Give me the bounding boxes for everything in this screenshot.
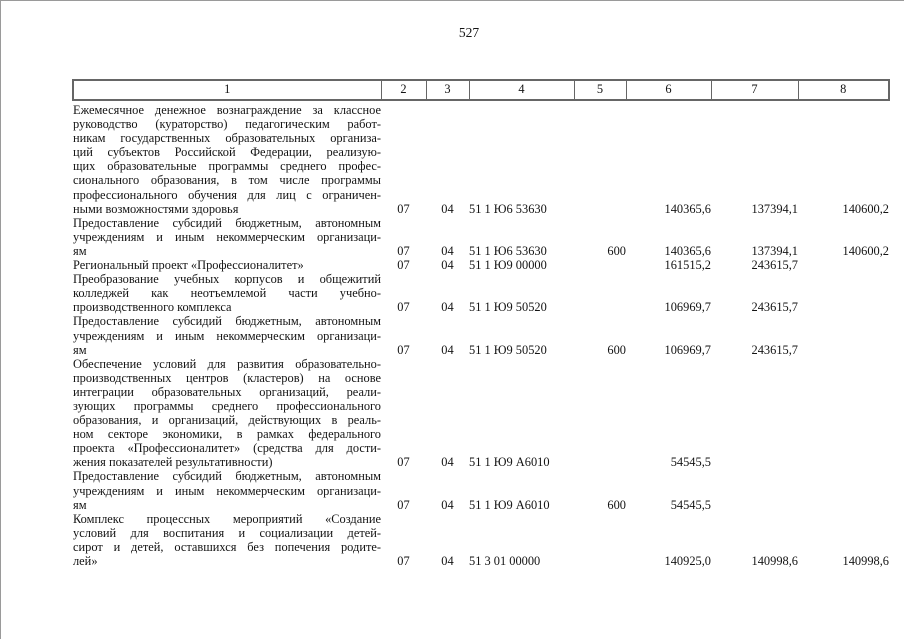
table-cell <box>574 512 626 568</box>
row-title-line: никам государственных образовательных организа- <box>73 131 381 146</box>
table-cell: 51 3 01 00000 <box>469 554 541 568</box>
table-cell <box>574 100 626 216</box>
table-cell: 07 <box>397 455 410 470</box>
table-header-row <box>73 80 889 100</box>
table-cell: 600 <box>607 497 626 512</box>
table-cell: 51 1 Ю9 А6010 <box>469 455 550 470</box>
table-cell: 07 <box>397 554 410 568</box>
row-title-line: ными возможностями здоровья <box>73 201 239 216</box>
row-title-line: учреждениям и иным некоммерческим организаци- <box>73 229 381 244</box>
row-title-line: производственного комплекса <box>73 300 232 315</box>
row-title-line: Ежемесячное денежное вознаграждение за классное <box>73 103 381 117</box>
budget-table <box>72 79 890 568</box>
row-title-line: образования, и организаций, действующих в реаль- <box>73 413 381 428</box>
table-cell: 07 <box>397 300 410 315</box>
table-cell <box>711 357 798 470</box>
table-cell: 04 <box>441 201 454 216</box>
table-cell: 51 1 Ю9 50520 <box>469 342 547 357</box>
row-title <box>73 272 381 314</box>
row-title-line: щих образовательные программы среднего профес- <box>73 159 381 174</box>
row-title-line: Обеспечение условий для развития образовательно- <box>73 356 381 371</box>
table-row <box>73 314 889 356</box>
table-cell: 600 <box>607 342 626 357</box>
row-title-line: зующих программы среднего профессионального <box>73 398 381 413</box>
row-title-line: проекта «Профессионалитет» (средства для дости- <box>73 441 381 456</box>
row-title <box>73 100 381 216</box>
row-title-line: Комплекс процессных мероприятий «Создание <box>73 511 381 526</box>
row-title-line: ям <box>73 342 87 357</box>
row-title-line: учреждениям и иным некоммерческим организаци- <box>73 328 381 343</box>
row-title-line: производственных центров (кластеров) на основе <box>73 370 381 385</box>
table-cell <box>798 258 889 272</box>
table-cell: 243615,7 <box>751 258 798 273</box>
table-cell <box>574 258 626 272</box>
column-header: 7 <box>711 80 798 100</box>
row-title-line: Преобразование учебных корпусов и общежитий <box>73 272 381 287</box>
row-title-line: руководство (кураторство) педагогическим работ- <box>73 117 381 132</box>
row-title-line: жения показателей результативности) <box>73 455 273 470</box>
table-cell <box>798 357 889 470</box>
row-title-line: условий для воспитания и социализации детей- <box>73 525 381 540</box>
row-title-line: лей» <box>73 554 98 568</box>
row-title <box>73 469 381 511</box>
table-cell: 07 <box>397 201 410 216</box>
table-row <box>73 469 889 511</box>
table-cell: 51 1 Ю6 53630 <box>469 201 547 216</box>
table-cell: 243615,7 <box>751 300 798 315</box>
table-cell <box>574 357 626 470</box>
table-row <box>73 258 889 272</box>
row-title <box>73 216 381 258</box>
table-cell: 140998,6 <box>842 554 889 568</box>
table-cell: 51 1 Ю6 53630 <box>469 243 547 258</box>
table-row <box>73 512 889 568</box>
row-title <box>73 512 381 568</box>
table-cell: 51 1 Ю9 00000 <box>469 258 547 273</box>
table-cell: 07 <box>397 342 410 357</box>
table-cell: 140365,6 <box>664 243 711 258</box>
table-cell: 04 <box>441 258 454 273</box>
table-cell: 243615,7 <box>751 342 798 357</box>
column-header: 4 <box>469 80 574 100</box>
table-cell: 600 <box>607 243 626 258</box>
table-cell: 54545,5 <box>670 455 711 470</box>
table-cell: 140365,6 <box>664 201 711 216</box>
table-cell <box>798 469 889 511</box>
row-title-line: учреждениям и иным некоммерческим организаци- <box>73 483 381 498</box>
column-header: 2 <box>381 80 426 100</box>
row-title <box>73 314 381 356</box>
table-cell: 07 <box>397 243 410 258</box>
row-title-line: ций субъектов Российской Федерации, реализую- <box>73 145 381 160</box>
row-title-line: Предоставление субсидий бюджетным, автономным <box>73 215 381 230</box>
row-title-line: ном секторе экономики, в рамках федерального <box>73 427 381 442</box>
table-cell: 07 <box>397 258 410 273</box>
table-cell: 04 <box>441 243 454 258</box>
table-cell: 140925,0 <box>664 554 711 568</box>
table-cell: 07 <box>397 497 410 512</box>
row-title-line: сирот и детей, оставшихся без попечения родите- <box>73 539 381 554</box>
table-row <box>73 216 889 258</box>
row-title-line: колледжей как неотъемлемой части учебно- <box>73 286 381 301</box>
table-cell: 106969,7 <box>664 300 711 315</box>
table-cell: 04 <box>441 554 454 568</box>
table-cell <box>798 272 889 314</box>
row-title <box>73 357 381 470</box>
table-cell <box>574 272 626 314</box>
table-cell: 04 <box>441 300 454 315</box>
table-cell: 51 1 Ю9 50520 <box>469 300 547 315</box>
table-cell: 106969,7 <box>664 342 711 357</box>
row-title <box>73 258 381 272</box>
column-header: 6 <box>626 80 711 100</box>
column-header: 8 <box>798 80 889 100</box>
table-cell: 140600,2 <box>842 201 889 216</box>
table-row <box>73 272 889 314</box>
table-cell <box>711 469 798 511</box>
table-cell: 137394,1 <box>751 201 798 216</box>
row-title-line: интеграции образовательных организаций, реали- <box>73 384 381 399</box>
column-header: 5 <box>574 80 626 100</box>
table-cell: 04 <box>441 342 454 357</box>
table-row <box>73 357 889 470</box>
page-number: 527 <box>458 25 480 40</box>
table-cell: 04 <box>441 455 454 470</box>
column-header: 1 <box>73 80 381 100</box>
table-cell: 161515,2 <box>664 258 711 273</box>
row-title-line: Предоставление субсидий бюджетным, автономным <box>73 469 381 484</box>
table-cell <box>798 314 889 356</box>
column-header: 3 <box>426 80 469 100</box>
row-title-line: ям <box>73 497 87 512</box>
table-cell: 140600,2 <box>842 243 889 258</box>
table-row <box>73 100 889 216</box>
table-cell: 51 1 Ю9 А6010 <box>469 497 550 512</box>
row-title-line: профессионального обучения для лиц с ограничен- <box>73 187 381 202</box>
row-title-line: Региональный проект «Профессионалитет» <box>73 258 304 273</box>
row-title-line: Предоставление субсидий бюджетным, автономным <box>73 314 381 329</box>
table-cell: 04 <box>441 497 454 512</box>
table-cell: 137394,1 <box>751 243 798 258</box>
table-cell: 140998,6 <box>751 554 798 568</box>
row-title-line: сионального образования, в том числе программы <box>73 173 381 188</box>
row-title-line: ям <box>73 243 87 258</box>
table-cell: 54545,5 <box>670 497 711 512</box>
